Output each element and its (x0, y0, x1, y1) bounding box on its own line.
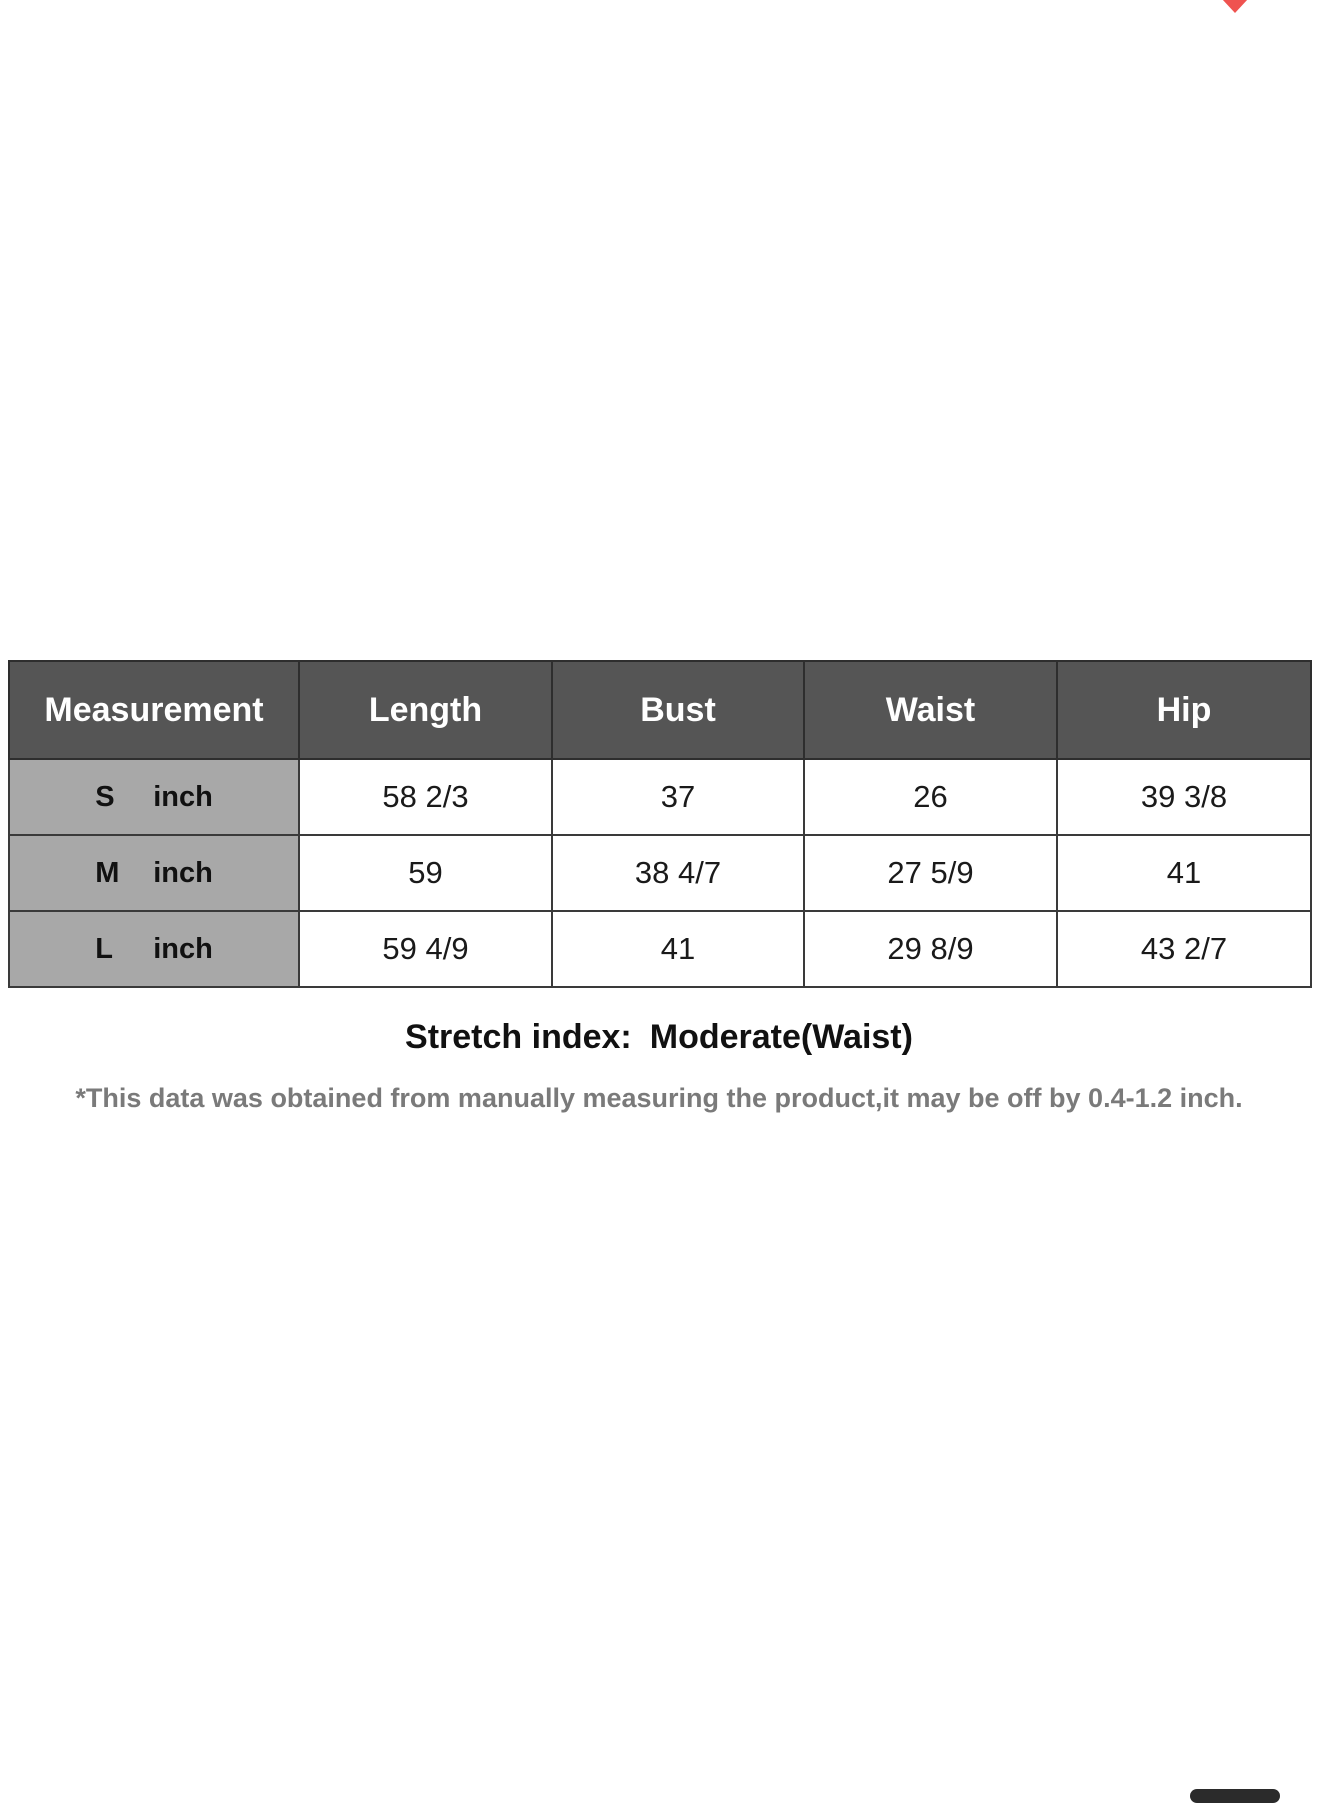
unit-label: inch (153, 932, 213, 965)
unit-label: inch (153, 856, 213, 889)
hip-cell: 43 2/7 (1057, 911, 1311, 987)
length-cell: 58 2/3 (299, 759, 552, 835)
table-header-row (9, 661, 1311, 759)
size-chart (8, 660, 1310, 1114)
size-label: L (95, 932, 113, 965)
size-table (8, 660, 1312, 988)
unit-label: inch (153, 780, 213, 813)
header-length: Length (299, 661, 552, 759)
size-cell (9, 911, 299, 987)
size-label: S (95, 780, 115, 813)
table-row (9, 759, 1311, 835)
measurement-disclaimer: *This data was obtained from manually measuring the product,it may be off by 0.4-1.2 inch. (75, 1083, 1243, 1113)
bust-cell: 41 (552, 911, 804, 987)
size-cell (9, 835, 299, 911)
stretch-index (8, 1018, 1310, 1057)
header-hip: Hip (1057, 661, 1311, 759)
heart-icon[interactable] (1220, 0, 1250, 14)
waist-cell: 26 (804, 759, 1057, 835)
size-cell (9, 759, 299, 835)
size-label: M (95, 856, 120, 889)
table-row (9, 835, 1311, 911)
table-row (9, 911, 1311, 987)
stretch-label: Stretch index: (405, 1018, 632, 1056)
hip-cell: 39 3/8 (1057, 759, 1311, 835)
header-waist: Waist (804, 661, 1057, 759)
bust-cell: 38 4/7 (552, 835, 804, 911)
stretch-value: Moderate(Waist) (649, 1018, 913, 1056)
header-measurement: Measurement (9, 661, 299, 759)
header-bust: Bust (552, 661, 804, 759)
waist-cell: 27 5/9 (804, 835, 1057, 911)
length-cell: 59 4/9 (299, 911, 552, 987)
bust-cell: 37 (552, 759, 804, 835)
waist-cell: 29 8/9 (804, 911, 1057, 987)
hip-cell: 41 (1057, 835, 1311, 911)
home-indicator (1190, 1789, 1280, 1803)
length-cell: 59 (299, 835, 552, 911)
